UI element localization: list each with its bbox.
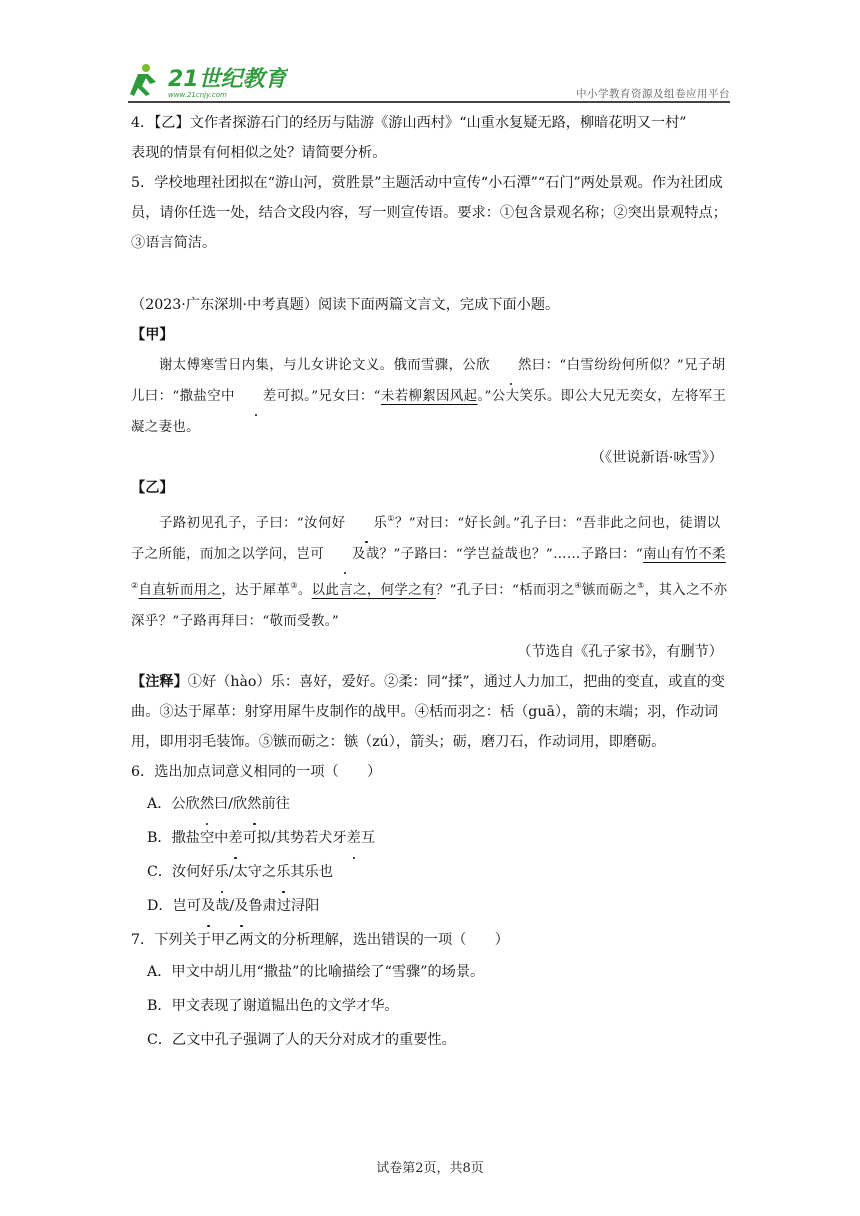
q6-stem: 6．选出加点词意义相同的一项（ ） [131, 764, 382, 780]
q4-line2: 表现的情景有何相似之处？请简要分析。 [131, 145, 387, 161]
underlined-sentence: 未若柳絮因风起 [380, 389, 478, 404]
q6-option-d[interactable]: D．岂可及哉/及鲁肃过浔阳 [131, 889, 731, 923]
q6-option-a[interactable]: A．公欣然曰/欣然前往 [131, 787, 731, 821]
passage-yi-source: （节选自《孔子家书》，有删节） [517, 644, 723, 660]
passage-yi-label: 【乙】 [131, 480, 174, 496]
q7-option-a[interactable]: A．甲文中胡儿用“撒盐”的比喻描绘了“雪骤”的场景。 [147, 964, 485, 980]
dotted-word: 然 [490, 350, 532, 381]
header-platform-text: 中小学教育资源及组卷应用平台 [576, 88, 730, 100]
page-header [128, 60, 730, 102]
logo-url: www.21cnjy.com [168, 91, 227, 99]
running-man-icon [130, 64, 156, 96]
q7-options [131, 955, 731, 1057]
underlined-sentence: 以此言之，何学之有 [311, 583, 436, 598]
logo-21cnjy [128, 60, 288, 100]
underlined-sentence: 南山有竹不柔 [643, 547, 726, 562]
passage-jia-label: 【甲】 [131, 327, 174, 343]
q5-text: 5．学校地理社团拟在“游山河，赏胜景”主题活动中宣传“小石潭”“石门”两处景观。作为社团成员，请你任选一处，结合文段内容，写一则宣传语。要求：①包含景观名称；②突出景观特点；③语言简洁。 [131, 175, 727, 251]
page-footer: 试卷第2页，共8页 [376, 1161, 484, 1176]
reading-intro: （2023·广东深圳·中考真题）阅读下面两篇文言文，完成下面小题。 [131, 297, 560, 313]
dotted-word: 乐 [346, 508, 388, 539]
dotted-word: 及 [324, 539, 366, 570]
q6-option-c[interactable]: C．汝何好乐/太守之乐其乐也 [131, 855, 731, 889]
q7-stem: 7．下列关于甲乙两文的分析理解，选出错误的一项（ ） [131, 932, 509, 948]
q6-option-b[interactable]: B．撒盐空中差可拟/其势若犬牙差互 [131, 821, 731, 855]
header-divider [128, 101, 730, 103]
exam-content [131, 108, 731, 1057]
logo-text: 21世纪教育 [168, 67, 287, 92]
q6-options [131, 787, 731, 923]
q7-option-b[interactable]: B．甲文表现了谢道韫出色的文学才华。 [147, 998, 399, 1014]
dotted-word: 差 [235, 381, 277, 412]
passage-yi-text: 子路初见孔子，子曰：“汝何好 乐①？”对曰：“好长剑。”孔子曰：“吾非此之问也，徒谓以子之所能，而加之以学问，岂可 及哉？”子路曰：“学岂益哉也？”……子路曰：“南山有竹不柔②自直斩而用之，达于犀革③。以此言之，何学之有？”孔子曰：“栝而羽之④镞而砺之⑤，其入之不亦深乎？”子路再拜曰：“敬而受教。” [131, 503, 731, 637]
notes: 【注释】①好（hào）乐：喜好，爱好。②柔：同“揉”，通过人力加工，把曲的变直，或直的变曲。③达于犀革：射穿用犀牛皮制作的战甲。④栝而羽之：栝（guā），箭的末端；羽，作动词用，即用羽毛装饰。⑤镞而砺之：镞（zú），箭头；砺，磨刀石，作动词用，即磨砺。 [131, 674, 725, 750]
passage-jia-text: 谢太傅寒雪日内集，与儿女讲论文义。俄而雪骤，公欣 然曰：“白雪纷纷何所似？”兄子胡儿曰：“撒盐空中 差可拟。”兄女曰：“未若柳絮因风起。”公大笑乐。即公大兄无奕女，左将军王凝之妻也。 [131, 350, 731, 443]
q4-line1: 4．【乙】文作者探游石门的经历与陆游《游山西村》“山重水复疑无路，柳暗花明又一村” [131, 115, 687, 131]
passage-jia-source: （《世说新语·咏雪》） [590, 450, 723, 466]
underlined-sentence: 自直斩而用之 [138, 583, 222, 598]
q7-option-c[interactable]: C．乙文中孔子强调了人的天分对成才的重要性。 [147, 1032, 456, 1048]
